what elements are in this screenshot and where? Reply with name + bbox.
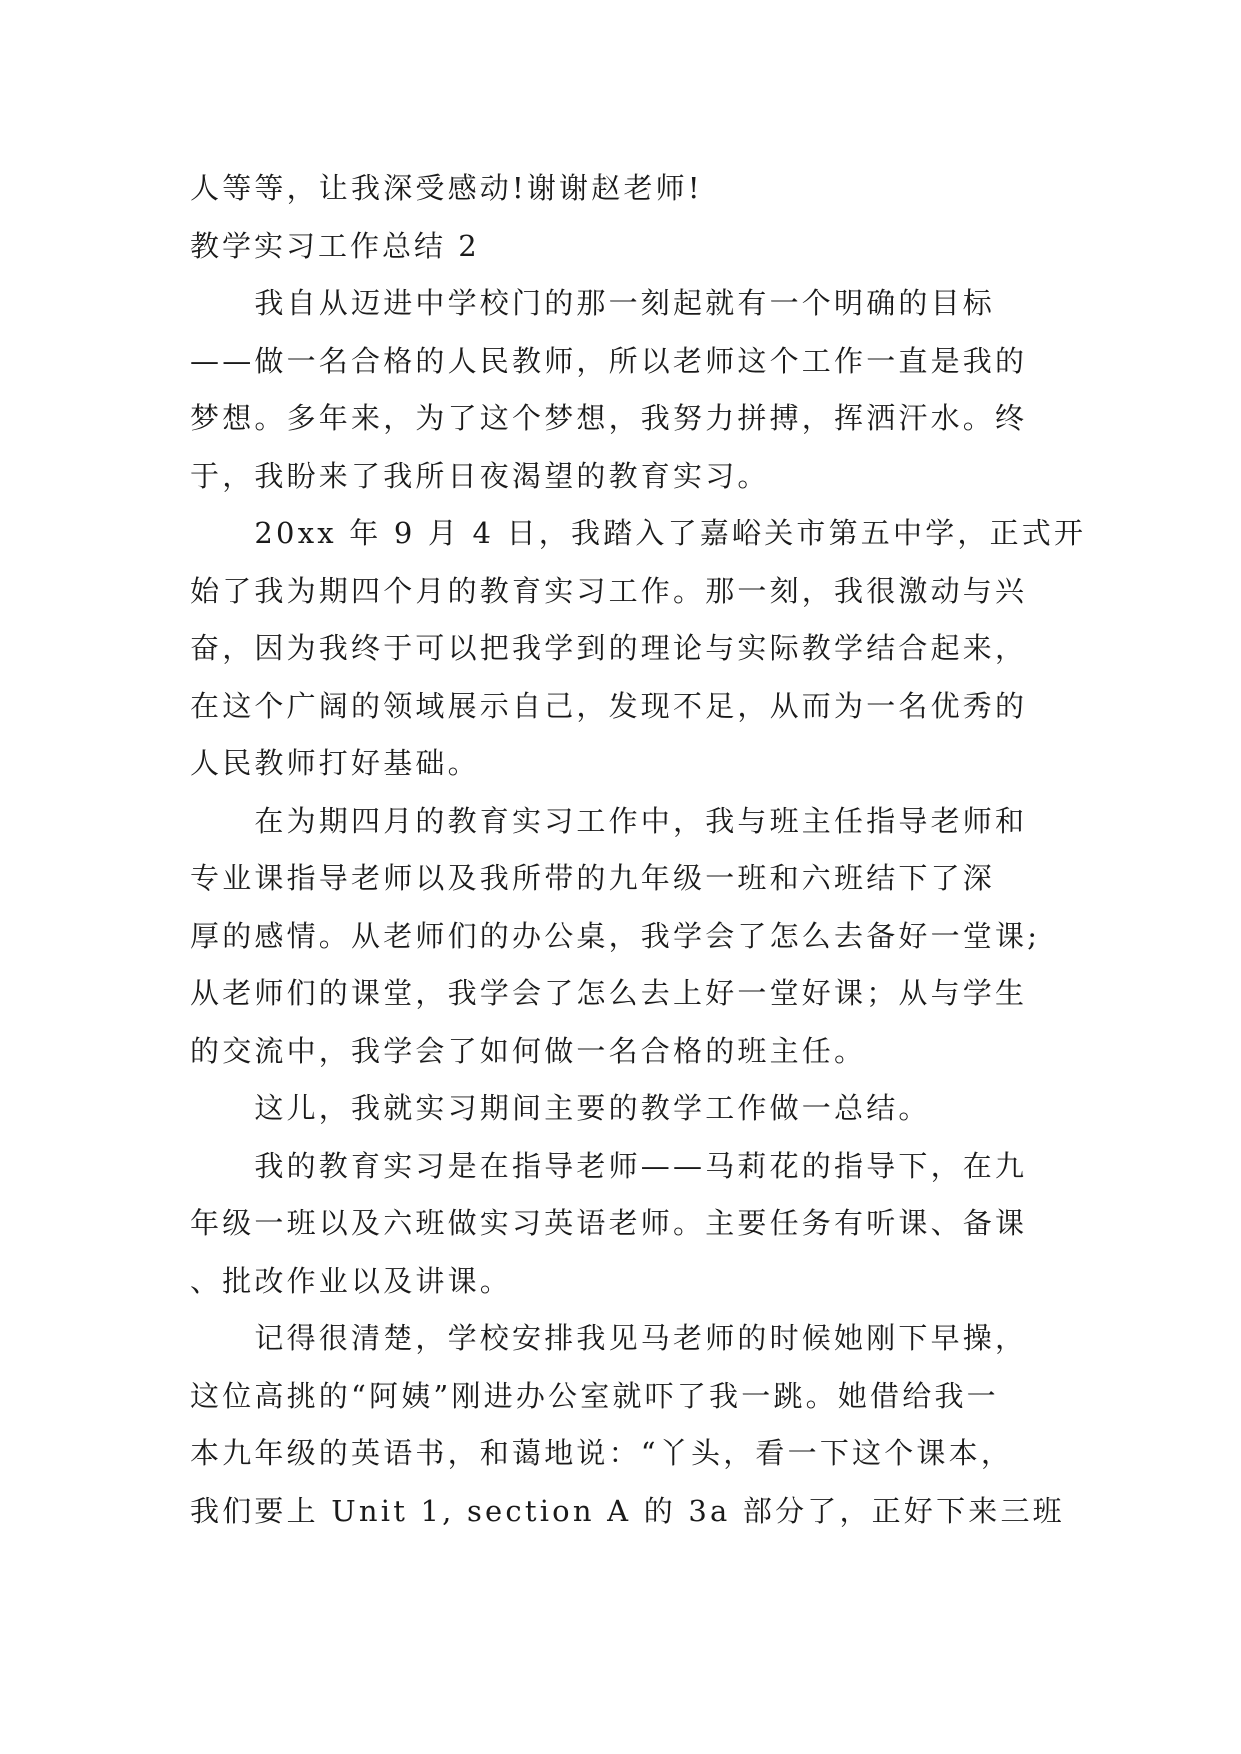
- text-line: 梦想。多年来，为了这个梦想，我努力拼搏，挥洒汗水。终: [190, 401, 1028, 435]
- text-line: 我们要上 Unit 1, section A 的 3a 部分了，正好下来三班: [190, 1493, 1065, 1528]
- text-line: 始了我为期四个月的教育实习工作。那一刻，我很激动与兴: [190, 573, 1028, 608]
- text-line: 专业课指导老师以及我所带的九年级一班和六班结下了深: [190, 861, 996, 895]
- text-line: 20xx 年 9 月 4 日，我踏入了嘉峪关市第五中学，正式开: [190, 516, 1087, 550]
- text-line: 在为期四月的教育实习工作中，我与班主任指导老师和: [190, 803, 1028, 838]
- text-line: 我的教育实习是在指导老师——马莉花的指导下，在九: [190, 1148, 1028, 1183]
- text-line: 人民教师打好基础。: [190, 746, 480, 780]
- section-heading: 教学实习工作总结 2: [190, 228, 480, 263]
- text-line: 、批改作业以及讲课。: [190, 1263, 513, 1298]
- text-line: 从老师们的课堂，我学会了怎么去上好一堂好课；从与学生: [190, 976, 1028, 1010]
- text-line: 年级一班以及六班做实习英语老师。主要任务有听课、备课: [190, 1206, 1028, 1240]
- text-line: 这位高挑的“阿姨”刚进办公室就吓了我一跳。她借给我一: [190, 1378, 999, 1413]
- text-line: 这儿，我就实习期间主要的教学工作做一总结。: [190, 1091, 931, 1125]
- text-line: 本九年级的英语书，和蔼地说：“丫头，看一下这个课本，: [190, 1436, 1014, 1470]
- document-body: [190, 160, 1087, 1540]
- text-line: 记得很清楚，学校安排我见马老师的时候她刚下早操，: [190, 1321, 1028, 1355]
- text-line: 的交流中，我学会了如何做一名合格的班主任。: [190, 1033, 867, 1068]
- text-line: 人等等，让我深受感动!谢谢赵老师!: [190, 171, 703, 205]
- text-line: 在这个广阔的领域展示自己，发现不足，从而为一名优秀的: [190, 688, 1028, 723]
- text-line: 于，我盼来了我所日夜渴望的教育实习。: [190, 458, 770, 493]
- text-line: 厚的感情。从老师们的办公桌，我学会了怎么去备好一堂课;: [190, 918, 1041, 953]
- text-line: 我自从迈进中学校门的那一刻起就有一个明确的目标: [190, 286, 996, 320]
- text-line: ——做一名合格的人民教师，所以老师这个工作一直是我的: [190, 343, 1028, 378]
- text-line: 奋，因为我终于可以把我学到的理论与实际教学结合起来，: [190, 631, 1028, 665]
